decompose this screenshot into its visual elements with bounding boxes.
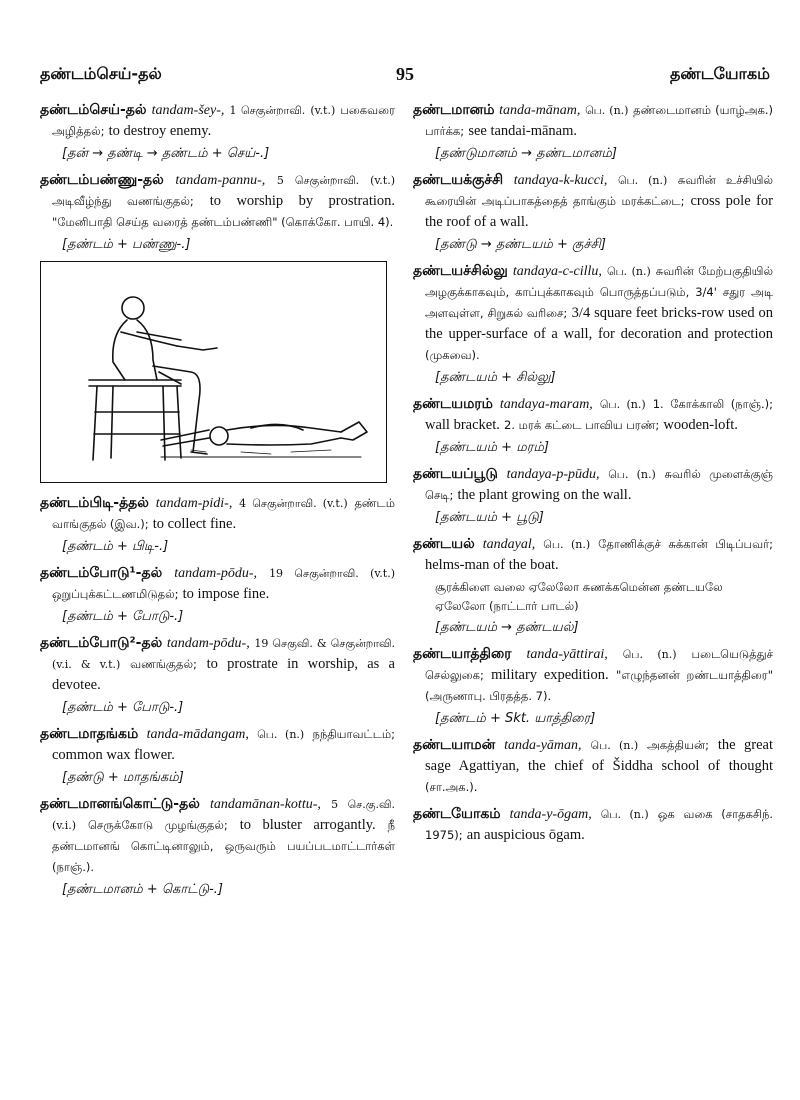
grammar-label: 5 செ.கு.வி. (v.i.) [52,798,395,832]
dictionary-entry [413,394,773,458]
dictionary-entry [40,493,395,557]
etymology: [தண்டயம் + மரம்] [435,440,549,455]
definition-tamil: வணங்குதல்; [130,657,197,671]
definition-english: see tandai-mānam. [468,123,578,139]
transliteration: tanda-yāttirai, [526,647,608,662]
definition-english: the plant growing on the wall. [457,487,632,503]
transliteration: tandamānan-kottu-, [210,797,321,812]
definition-english: military expedition. [491,667,609,683]
etymology: [தண்டம் + போடு-.] [62,700,184,715]
definition-english: to prostrate in worship, as a devotee. [52,656,395,693]
dictionary-entry [40,794,395,900]
transliteration: tandaya-maram, [499,397,593,412]
definition-english: the great sage Agattiyan, the chief of Šiddha school of thought [425,737,773,774]
definition-tamil: படையெடுத்துச் செல்லுகை; [425,647,774,682]
grammar-label: 1 செகுன்றாவி. [229,104,306,117]
right-column [413,100,773,852]
dictionary-entry [413,170,773,255]
definition-tamil: செருக்கோடு முழங்குதல்; [87,818,228,832]
definition-tamil: சுவரின் உச்சியில் கூரையின் அடிப்பாகத்தைத் தாங்கும் மரக்கட்டை; [425,173,773,208]
definition-english: common wax flower. [52,747,175,763]
transliteration: tandaya-c-cillu, [512,264,602,279]
etymology: [தண்டயம் → தண்டயல்] [435,620,579,635]
citation: "எழுந்தனன் றண்டயாத்திரை" (அருணாபு. பிரதத்த. 7). [425,668,773,703]
dictionary-entry [413,804,773,846]
definition-tamil: நந்தியாவட்டம்; [312,727,395,741]
dictionary-entry [413,261,773,388]
grammar-label: பெ. (n.) [617,174,668,187]
definition-english: 3/4 square feet bricks-row used on the upper-surface of a wall, for decoration and protection [425,305,773,342]
transliteration: tandam-pōdu-, [166,636,250,651]
definition-tamil: அடிவீழ்ந்து வணங்குதல்; [52,194,194,208]
definition-tamil: தோணிக்குச் சுக்கான் பிடிப்பவர்; [598,537,773,551]
citation: நீ தண்டமானங் கொட்டினாலும், ஒருவரும் பயப்படமாட்டார்கள் (நாஞ்.). [52,818,395,874]
headword: தண்டம்போடு¹-தல் [40,565,163,581]
citation: சூரக்கிளை வலை ஏலேலோ சுணக்கமென்ன தண்டயலே ஏலேலோ (நாட்டார் பாடல்) [435,580,723,613]
dictionary-entry [40,563,395,627]
etymology: [தண்டயம் + சில்லு] [435,370,556,385]
headword: தண்டயக்குச்சி [413,172,504,188]
definition-tamil: தண்டம் வாங்குதல் (இவ.); [52,496,395,531]
grammar-label: பெ. (n.) [590,739,639,752]
headword: தண்டயல் [413,536,475,552]
dictionary-entry [413,735,773,798]
dictionary-entry [413,644,773,729]
transliteration: tandam-pidi-, [155,496,233,511]
transliteration: tandayal, [482,537,536,552]
etymology: [தண்டம் + Skt. யாத்திரை] [435,711,596,726]
definition-english: helms-man of the boat. [425,557,559,573]
header-left-guide-word: தண்டம்செய்-தல் [40,64,162,83]
transliteration: tandaya-p-pūdu, [506,467,600,482]
transliteration: tandam-pannu-, [175,173,266,188]
dictionary-entry [413,100,773,164]
definition-tamil: அகத்தியன்; [647,738,709,752]
source-tag: (சா.அக.). [425,780,478,794]
definition-english-2: wooden-loft. [663,417,738,433]
transliteration: tandaya-k-kucci, [513,173,608,188]
definition-english: to collect fine. [152,516,237,532]
grammar-label: பெ. (n.) [600,808,649,821]
definition-tamil: பகைவரை அழித்தல்; [52,103,395,138]
prostration-illustration [40,261,387,483]
left-column [40,100,395,906]
headword: தண்டயச்சில்லு [413,263,508,279]
definition-english: to impose fine. [182,586,270,602]
grammar-label: பெ. (n.) [608,468,656,481]
definition-english: cross pole for the roof of a wall. [425,193,774,230]
etymology: [தண்டமானம் + கொட்டு-.] [62,882,223,897]
transliteration: tandam-šey-, [151,103,225,118]
grammar-label: 5 செகுன்றாவி. (v.t.) [276,174,395,187]
definition-tamil-2: 2. மரக் கட்டை பாவிய பரண்; [504,418,660,432]
definition-tamil: 1. கோக்காலி (நாஞ்.); [652,397,773,411]
definition-tamil: சுவரின் மேற்பகுதியில் அழகுக்காகவும், காப்புக்காகவும் பொருத்தப்படும், 3/4' சதுர அடி அளவுள்ள, சிறுகல் வரிசை; [425,264,773,320]
grammar-label: 19 செகுவி. & செகுன்றாவி. (v.i. & v.t.) [52,637,395,671]
page-number: 95 [396,64,414,84]
dictionary-entry [413,464,773,528]
grammar-label: பெ. (n.) [257,728,305,741]
prostration-illustration-icon [41,262,386,482]
definition-tamil: ஒறுப்புக்கட்டணமிடுதல்; [52,587,179,601]
definition-english: to bluster arrogantly. [239,817,376,833]
etymology: [தன் → தண்டி → தண்டம் + செய்-.] [62,146,270,161]
etymology: [தண்டயம் + பூடு] [435,510,544,525]
headword: தண்டமானம் [413,102,495,118]
etymology: [தண்டு + மாதங்கம்] [62,770,184,785]
headword: தண்டயோகம் [413,806,501,822]
headword: தண்டயாமன் [413,737,496,753]
etymology: [தண்டுமானம் → தண்டமானம்] [435,146,617,161]
headword: தண்டயமரம் [413,396,493,412]
headword: தண்டம்பண்ணு-தல் [40,172,164,188]
dictionary-entry [40,633,395,718]
definition-english: to destroy enemy. [108,123,212,139]
grammar-label: பெ. (n.) [585,104,629,117]
transliteration: tanda-mānam, [499,103,581,118]
definition-english: to worship by prostration. [209,193,395,209]
headword: தண்டமாதங்கம் [40,726,139,742]
headword: தண்டமானங்கொட்டு-தல் [40,796,200,812]
grammar-label: பெ. (n.) [606,265,651,278]
grammar-label: பெ. (n.) [543,538,591,551]
transliteration: tanda-yāman, [504,738,582,753]
dictionary-entry [40,170,395,255]
transliteration: tanda-mādangam, [146,727,249,742]
dictionary-entry [40,724,395,788]
grammar-label: பெ. (n.) [599,398,646,411]
headword: தண்டம்போடு²-தல் [40,635,163,651]
etymology: [தண்டம் + போடு-.] [62,609,184,624]
grammar-label: பெ. (n.) [622,648,677,661]
region-tag: (முகவை). [425,348,480,362]
etymology: [தண்டம் + பண்ணு-.] [62,237,191,252]
dictionary-entry [413,534,773,638]
citation: "மேனிபாதி செய்த வரைத் தண்டம்பண்ணி" (கொக்கோ. பாயி. 4). [52,215,394,229]
definition-english: wall bracket. [425,417,500,433]
headword: தண்டம்செய்-தல் [40,102,147,118]
page-header [40,64,770,90]
etymology: [தண்டம் + பிடி-.] [62,539,169,554]
header-right-guide-word: தண்டயோகம் [669,64,770,83]
grammar-label: 19 செகுன்றாவி. (v.t.) [269,567,395,580]
headword: தண்டயாத்திரை [413,646,512,662]
transliteration: tanda-y-ōgam, [509,807,592,822]
grammar-label-extra: (v.t.) [310,104,336,117]
headword: தண்டயப்பூடு [413,466,498,482]
definition-tamil: சுவரில் முளைக்குஞ் செடி; [425,467,773,502]
transliteration: tandam-pōdu-, [174,566,258,581]
definition-tamil: ஒக வகை (சாதகசிந். 1975); [425,807,773,842]
grammar-label: 4 செகுன்றாவி. (v.t.) [239,497,348,510]
headword: தண்டம்பிடி-த்தல் [40,495,149,511]
definition-tamil: தண்டைமானம் (யாழ்அக.) பார்க்க; [425,103,773,138]
etymology: [தண்டு → தண்டயம் + குச்சி] [435,237,606,252]
definition-english: an auspicious ōgam. [466,827,585,843]
dictionary-entry [40,100,395,164]
